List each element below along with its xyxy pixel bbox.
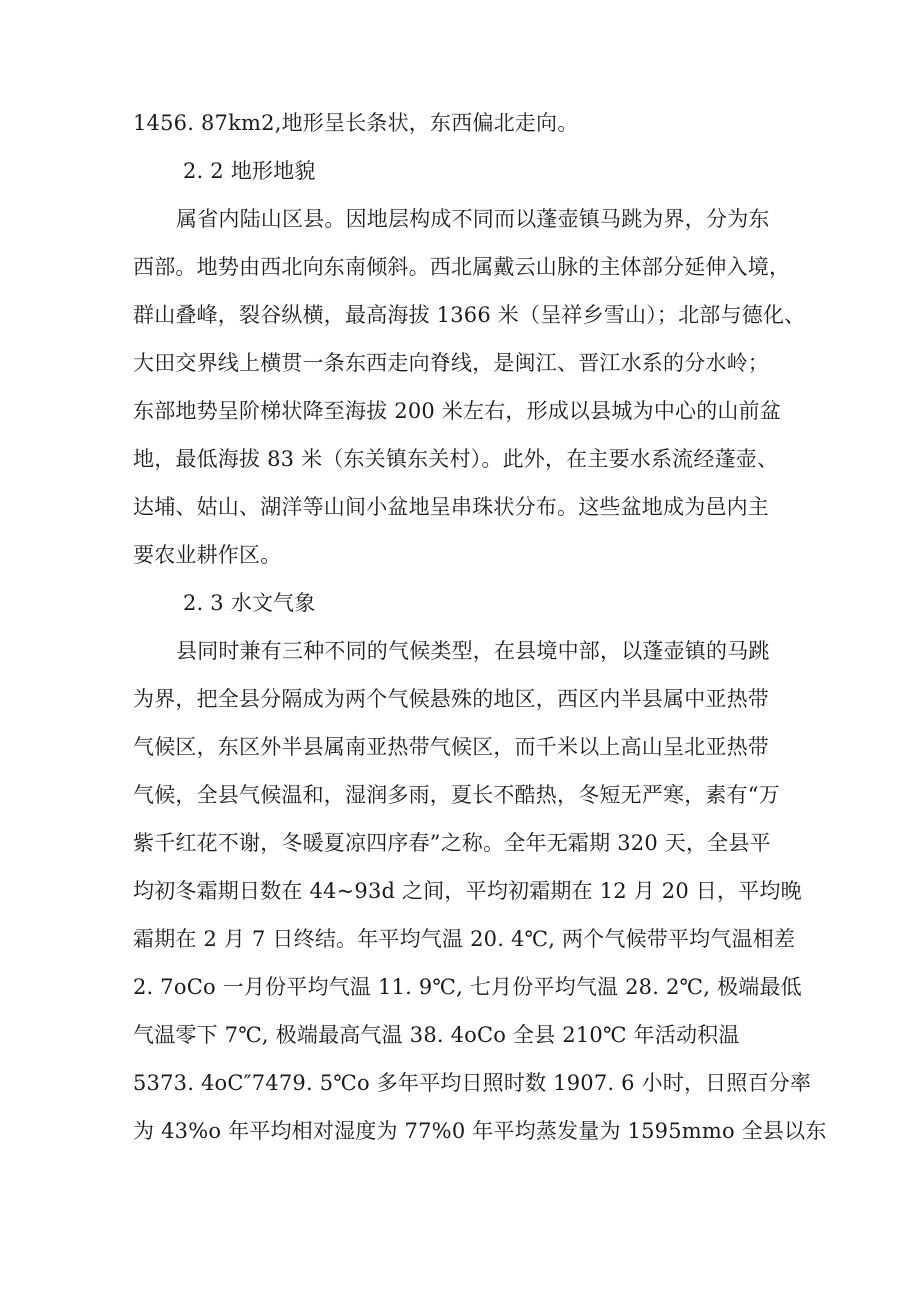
paragraph-line: 西部。地势由西北向东南倾斜。西北属戴云山脉的主体部分延伸入境， <box>133 255 791 279</box>
paragraph-line: 5373. 4oC″7479. 5℃o 多年平均日照时数 1907. 6 小时，日照百分率 <box>133 1071 812 1095</box>
paragraph-line: 县同时兼有三种不同的气候类型，在县境中部，以蓬壶镇的马跳 <box>176 639 770 663</box>
paragraph-line: 紫千红花不谢，冬暖夏凉四序春”之称。全年无霜期 320 天，全县平 <box>133 831 771 855</box>
paragraph-line: 地，最低海拔 83 米（东关镇东关村）。此外，在主要水系流经蓬壶、 <box>133 447 779 471</box>
section-heading: 2. 3 水文气象 <box>183 591 316 615</box>
paragraph-line: 均初冬霜期日数在 44~93d 之间，平均初霜期在 12 月 20 日，平均晚 <box>133 879 802 903</box>
paragraph-line: 气温零下 7℃, 极端最高气温 38. 4oCo 全县 210℃ 年活动积温 <box>133 1023 740 1047</box>
section-heading: 2. 2 地形地貌 <box>183 159 316 183</box>
paragraph-line: 1456. 87km2,地形呈长条状，东西偏北走向。 <box>133 111 579 135</box>
paragraph-line: 气候，全县气候温和，湿润多雨，夏长不酷热，冬短无严寒，素有“万 <box>133 783 780 807</box>
paragraph-line: 属省内陆山区县。因地层构成不同而以蓬壶镇马跳为界，分为东 <box>176 207 770 231</box>
paragraph-line: 群山叠峰，裂谷纵横，最高海拔 1366 米（呈祥乡雪山）；北部与德化、 <box>133 303 806 327</box>
paragraph-line: 气候区，东区外半县属南亚热带气候区，而千米以上高山呈北亚热带 <box>133 735 769 759</box>
paragraph-line: 达埔、姑山、湖洋等山间小盆地呈串珠状分布。这些盆地成为邑内主 <box>133 495 769 519</box>
paragraph-line: 要农业耕作区。 <box>133 543 282 567</box>
paragraph-line: 为 43%o 年平均相对湿度为 77%0 年平均蒸发量为 1595mmo 全县以东 <box>133 1119 827 1143</box>
paragraph-line: 2. 7oCo 一月份平均气温 11. 9℃, 七月份平均气温 28. 2℃, 极端最低 <box>133 975 802 999</box>
paragraph-line: 东部地势呈阶梯状降至海拔 200 米左右，形成以县城为中心的山前盆 <box>133 399 782 423</box>
paragraph-line: 霜期在 2 月 7 日终结。年平均气温 20. 4℃, 两个气候带平均气温相差 <box>133 927 796 951</box>
paragraph-line: 大田交界线上横贯一条东西走向脊线，是闽江、晋江水系的分水岭； <box>133 351 769 375</box>
paragraph-line: 为界，把全县分隔成为两个气候悬殊的地区，西区内半县属中亚热带 <box>133 687 769 711</box>
